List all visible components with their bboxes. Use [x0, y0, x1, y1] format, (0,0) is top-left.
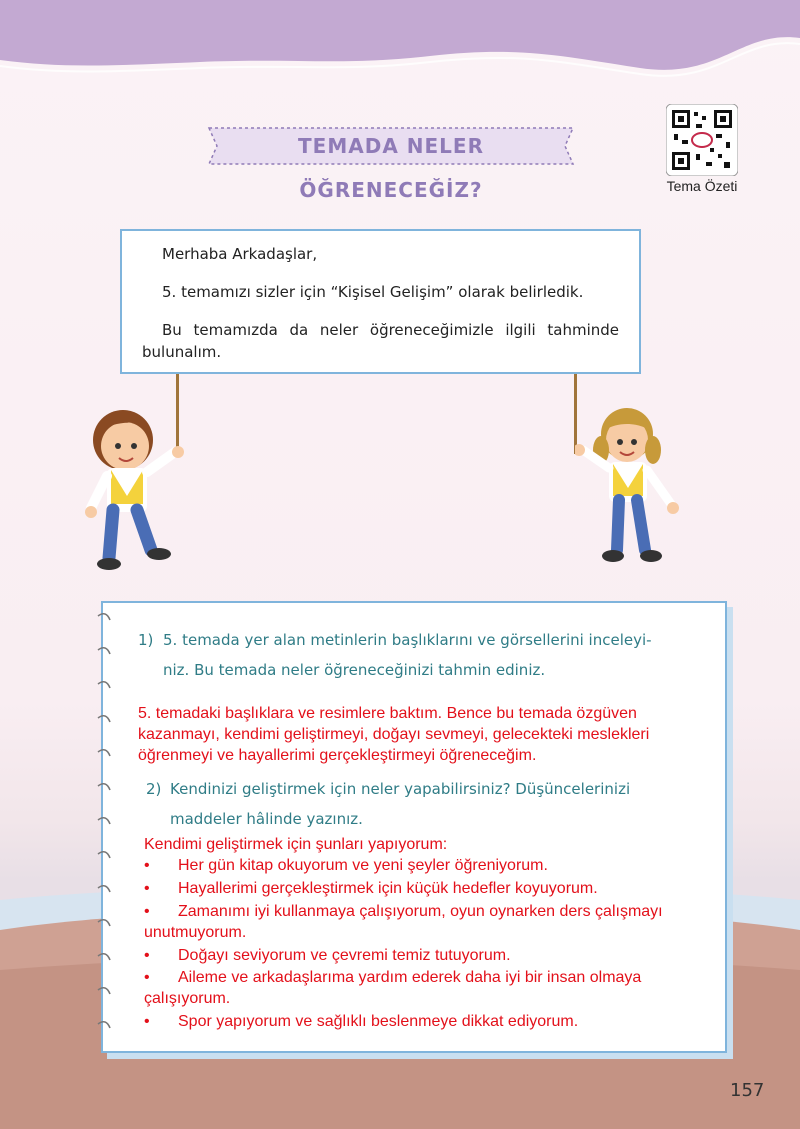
question-1-number: 1): [138, 631, 154, 649]
qr-caption: Tema Özeti: [666, 178, 738, 194]
answer-2-item-continuation: unutmuyorum.: [144, 924, 247, 941]
bullet-icon: •: [144, 1013, 150, 1030]
page-title: TEMADA NELER ÖĞRENECEĞİZ?: [298, 134, 484, 202]
question-1-line-2: niz. Bu temada neler öğreneceğinizi tahmin ediniz.: [163, 661, 546, 679]
answer-2-item-text: Doğayı seviyorum ve çevremi temiz tutuyorum.: [178, 947, 511, 964]
page-number: 157: [730, 1080, 765, 1101]
answer-1-line-2: kazanmayı, kendimi geliştirmeyi, doğayı sevmeyi, gelecekteki meslekleri: [138, 726, 650, 743]
answer-1-line-1: 5. temadaki başlıklara ve resimlere baktım. Bence bu temada özgüven: [138, 705, 637, 722]
answer-2-item-text: Spor yapıyorum ve sağlıklı beslenmeye dikkat ediyorum.: [178, 1013, 579, 1030]
sign-board: [120, 229, 641, 374]
question-1-line-1: 5. temada yer alan metinlerin başlıklarını ve görsellerini inceleyi-: [163, 631, 652, 649]
qr-code-icon[interactable]: [666, 104, 738, 176]
girl-illustration: [575, 400, 685, 570]
bullet-icon: •: [144, 903, 150, 920]
bullet-icon: •: [144, 969, 150, 986]
header-wave-band: [0, 0, 800, 90]
answer-2-item-continuation: çalışıyorum.: [144, 990, 231, 1007]
question-2-number: 2): [146, 780, 162, 798]
answer-2-item-text: Aileme ve arkadaşlarıma yardım ederek daha iyi bir insan olmaya: [178, 969, 642, 986]
bullet-icon: •: [144, 857, 150, 874]
question-2-line-2: maddeler hâlinde yazınız.: [170, 810, 363, 828]
bullet-icon: •: [144, 880, 150, 897]
sign-greeting: Merhaba Arkadaşlar,: [162, 245, 318, 263]
answer-2-intro: Kendimi geliştirmek için şunları yapıyorum:: [144, 836, 448, 853]
boy-illustration: [85, 400, 195, 575]
question-2-line-1: Kendinizi geliştirmek için neler yapabilirsiniz? Düşüncelerinizi: [170, 780, 631, 798]
bullet-icon: •: [144, 947, 150, 964]
sign-line-2: Bu temamızda da neler öğreneceğimizle ilgili tahminde bulunalım.: [142, 321, 619, 361]
answer-2-item-text: Her gün kitap okuyorum ve yeni şeyler öğreniyorum.: [178, 857, 548, 874]
answer-2-item-text: Zamanımı iyi kullanmaya çalışıyorum, oyun oynarken ders çalışmayı: [178, 903, 663, 920]
sign-line-1: 5. temamızı sizler için “Kişisel Gelişim” olarak belirledik.: [162, 283, 584, 301]
notebook-spirals: [94, 610, 114, 1050]
answer-1-line-3: öğrenmeyi ve hayallerimi gerçekleştirmeyi öğreneceğim.: [138, 747, 537, 764]
answer-2-item-text: Hayallerimi gerçekleştirmek için küçük hedefler koyuyorum.: [178, 880, 598, 897]
